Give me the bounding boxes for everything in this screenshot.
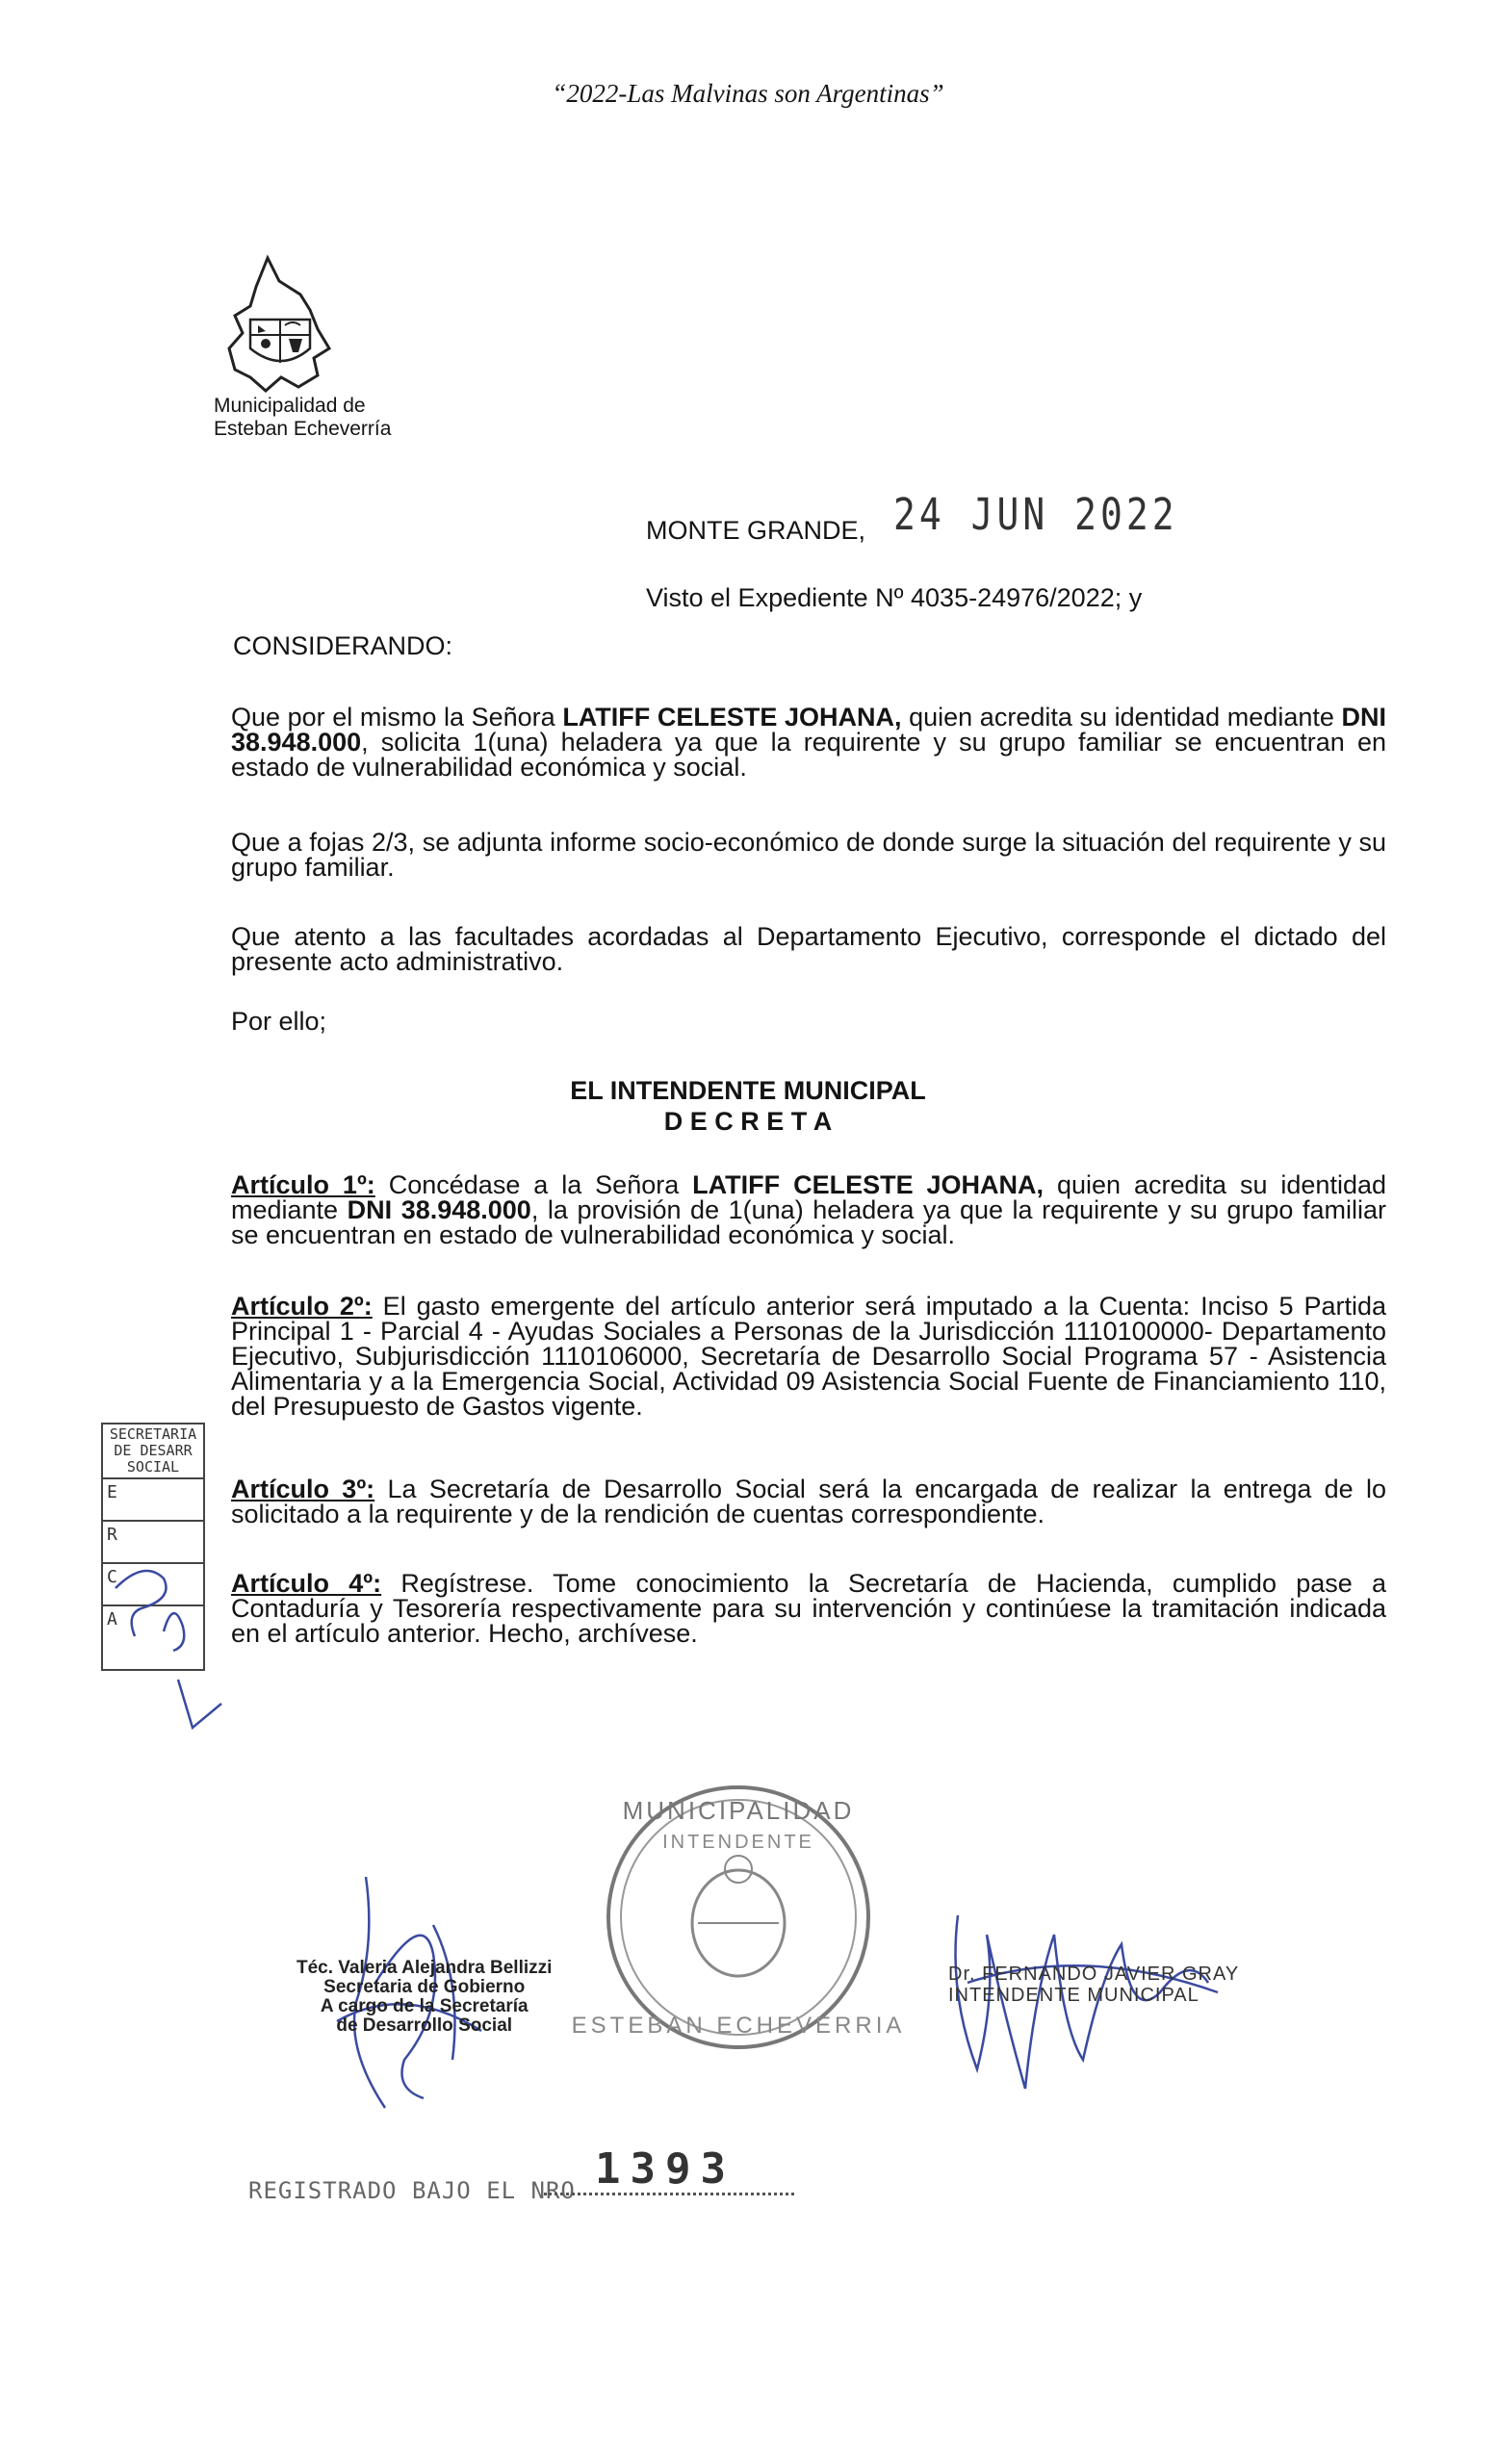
signatory-title: Secretaria de Gobierno <box>323 1977 526 1997</box>
beneficiary-name: LATIFF CELESTE JOHANA, <box>692 1170 1045 1199</box>
text: Regístrese. Tome conocimiento la Secretaría de Hacienda, cumplido pase a Contaduría y Tesorería respectivamente para su intervención y continúese la tramitación indicada en el artículo anterior. Hecho, archívese. <box>231 1569 1387 1648</box>
article-3-title: Artículo 3º: <box>231 1475 375 1503</box>
article-1-title: Artículo 1º: <box>231 1170 375 1199</box>
svg-text:MUNICIPALIDAD: MUNICIPALIDAD <box>622 1796 855 1825</box>
stamp-header <box>103 1424 203 1479</box>
signatory-title: de Desarrollo Social <box>336 2015 513 2036</box>
text: quien acredita su identidad mediante <box>231 1170 1387 1224</box>
initials-signature-icon <box>106 1540 212 1732</box>
article-4 <box>231 1571 1386 1646</box>
stamp-header-line: DE DESARR <box>114 1442 193 1459</box>
paragraph-2: Que a fojas 2/3, se adjunta informe socio-económico de donde surge la situación del requirente y su grupo familiar. <box>231 828 1386 882</box>
text: , la provisión de 1(una) heladera ya que la requirente y su grupo familiar se encuentran en estado de vulnerabilidad económica y social. <box>231 1195 1387 1249</box>
registry-number: 1393 <box>595 2144 735 2194</box>
motto-header: “2022-Las Malvinas son Argentinas” <box>552 79 944 108</box>
signatory-title: INTENDENTE MUNICIPAL <box>948 1985 1199 2006</box>
considerando-heading: CONSIDERANDO: <box>233 631 453 660</box>
left-signatory-block <box>297 1959 552 2036</box>
municipal-seal-icon <box>571 1781 906 2055</box>
stamp-header-line: SOCIAL <box>126 1458 180 1476</box>
beneficiary-dni: DNI 38.948.000 <box>231 703 1386 757</box>
stamp-row-r: R <box>103 1522 203 1564</box>
svg-text:INTENDENTE: INTENDENTE <box>662 1832 814 1853</box>
article-2 <box>231 1294 1386 1419</box>
date-stamp: 24 JUN 2022 <box>893 489 1178 540</box>
article-2-title: Artículo 2º: <box>231 1292 373 1321</box>
text: quien acredita su identidad mediante <box>901 703 1342 732</box>
decree-heading-line1: EL INTENDENTE MUNICIPAL <box>570 1076 926 1105</box>
municipality-name <box>214 395 391 441</box>
expediente-reference: Visto el Expediente Nº 4035-24976/2022; y <box>646 583 1143 612</box>
text: El gasto emergente del artículo anterior será imputado a la Cuenta: Inciso 5 Partida Principal 1 - Parcial 4 - Ayudas Sociales a Personas de la Jurisdicción 1110100000- Departamento Ejecutivo, Subjurisdicción 1110106000, Secretaría de Desarrollo Social Programa 57 - Asistencia Alimentaria y a la Emergencia Social, Actividad 09 Asistencia Social Fuente de Financiamiento 110, del Presupuesto de Gastos vigente. <box>231 1292 1386 1421</box>
text: La Secretaría de Desarrollo Social será la encargada de realizar la entrega de lo solicitado a la requirente y de la rendición de cuentas correspondiente. <box>231 1475 1387 1528</box>
place-label: MONTE GRANDE, <box>646 516 866 545</box>
decree-heading-line2: D E C R E T A <box>663 1107 833 1136</box>
article-1 <box>231 1172 1386 1247</box>
stamp-row-e: E <box>103 1479 203 1522</box>
article-4-title: Artículo 4º: <box>231 1569 382 1598</box>
stamp-header-line: SECRETARIA <box>109 1425 197 1443</box>
municipality-line2: Esteban Echeverría <box>214 418 392 440</box>
signatory-name: Dr. FERNANDO JAVIER GRAY <box>948 1964 1240 1985</box>
municipal-coat-of-arms-icon <box>221 252 337 397</box>
article-3 <box>231 1476 1386 1527</box>
municipality-line1: Municipalidad de <box>214 395 366 417</box>
beneficiary-name: LATIFF CELESTE JOHANA, <box>562 703 902 732</box>
beneficiary-dni: DNI 38.948.000 <box>347 1195 531 1224</box>
right-signatory-block <box>948 1964 1239 2006</box>
stamp-row-c: C <box>103 1564 203 1606</box>
paragraph-4: Por ello; <box>231 1007 327 1036</box>
registry-label: REGISTRADO BAJO EL NRO <box>248 2177 576 2204</box>
svg-text:ESTEBAN ECHEVERRIA: ESTEBAN ECHEVERRIA <box>571 2013 906 2039</box>
text: , solicita 1(una) heladera ya que la requirente y su grupo familiar se encuentran en estado de vulnerabilidad económica y social. <box>231 728 1386 782</box>
paragraph-1 <box>231 705 1386 780</box>
text: Concédase a la Señora <box>374 1170 693 1199</box>
paragraph-3: Que atento a las facultades acordadas al Departamento Ejecutivo, corresponde el dictado del presente acto administrativo. <box>231 922 1386 976</box>
stamp-row-a: A <box>107 1609 117 1630</box>
text: Que por el mismo la Señora <box>231 703 563 732</box>
signatory-name: Téc. Valeria Alejandra Bellizzi <box>297 1958 553 1978</box>
signatory-title: A cargo de la Secretaría <box>320 1996 529 2016</box>
